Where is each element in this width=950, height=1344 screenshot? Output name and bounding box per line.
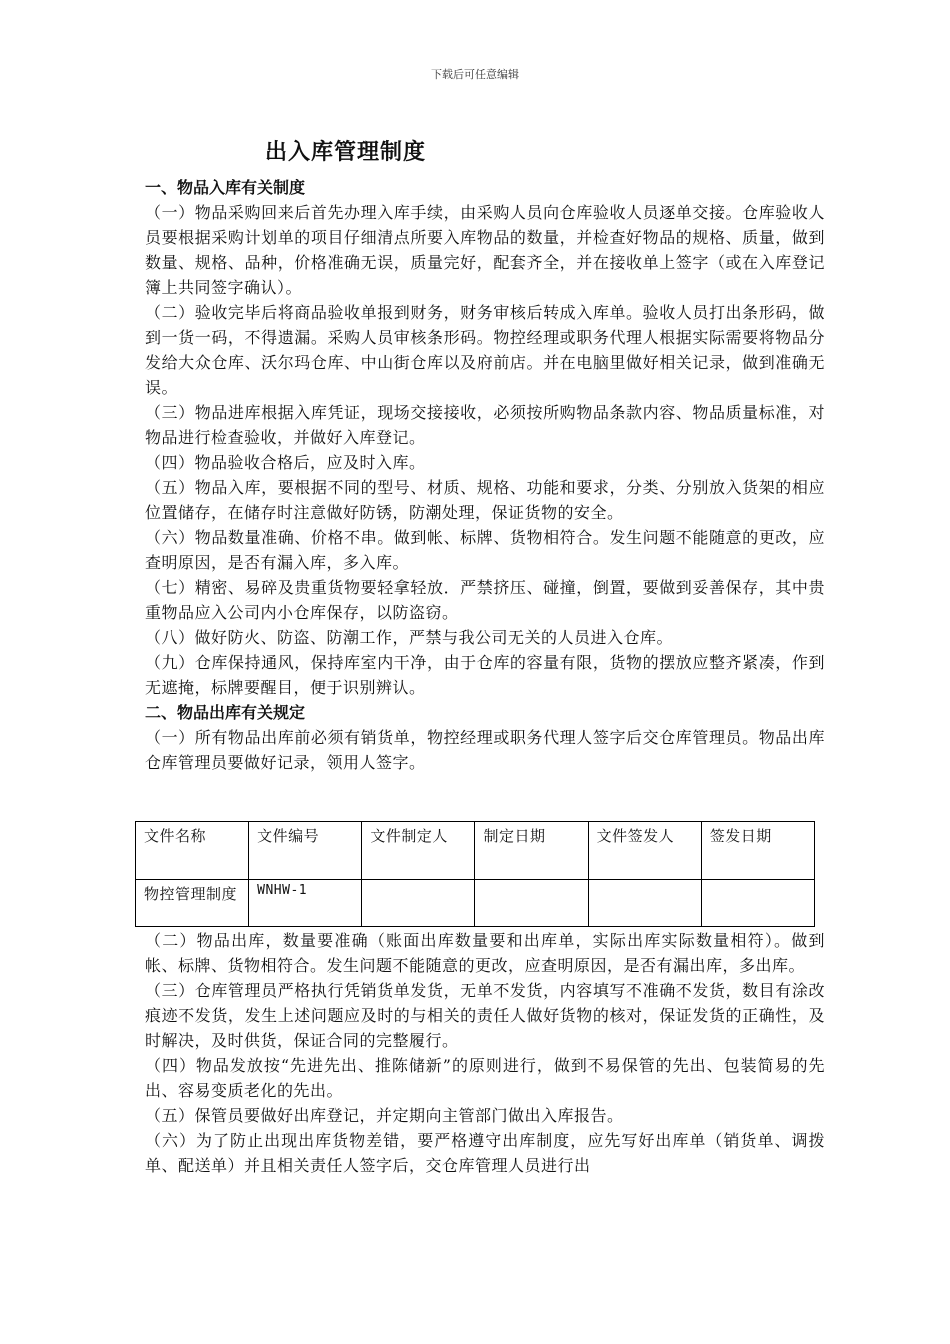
paragraph: （九）仓库保持通风，保持库室内干净，由于仓库的容量有限，货物的摆放应整齐紧凑，作到无遮掩，标牌要醒目，便于识别辨认。 (145, 653, 825, 697)
table-cell (588, 880, 701, 927)
paragraph: （四）物品验收合格后，应及时入库。 (145, 453, 426, 472)
paragraph: （二）物品出库，数量要准确（账面出库数量要和出库单，实际出库实际数量相符）。做到帐、标牌、货物相符合。发生问题不能随意的更改，应查明原因，是否有漏出库，多出库。 (145, 931, 825, 975)
header-note: 下载后可任意编辑 (431, 68, 519, 81)
table-cell: 物控管理制度 (136, 880, 249, 927)
document-title: 出入库管理制度 (265, 140, 427, 165)
section-inbound (145, 175, 825, 775)
paragraph: （三）物品进库根据入库凭证，现场交接接收，必须按所购物品条款内容、物品质量标准，对物品进行检查验收，并做好入库登记。 (145, 403, 825, 447)
paragraph: （二）验收完毕后将商品验收单报到财务，财务审核后转成入库单。验收人员打出条形码，做到一货一码，不得遗漏。采购人员审核条形码。物控经理或职务代理人根据实际需要将物品分发给大众仓库、沃尔玛仓库、中山街仓库以及府前店。并在电脑里做好相关记录，做到准确无误。 (145, 303, 825, 397)
paragraph: （七）精密、易碎及贵重货物要轻拿轻放．严禁挤压、碰撞，倒置，要做到妥善保存，其中贵重物品应入公司内小仓库保存，以防盗窃。 (145, 578, 825, 622)
table-cell (362, 880, 475, 927)
table-cell: WNHW-1 (249, 880, 362, 927)
paragraph: （四）物品发放按“先进先出、推陈储新”的原则进行，做到不易保管的先出、包装简易的先出、容易变质老化的先出。 (145, 1056, 825, 1100)
paragraph: （一）所有物品出库前必须有销货单，物控经理或职务代理人签字后交仓库管理员。物品出库仓库管理员要做好记录，领用人签字。 (145, 728, 825, 772)
table-header-cell: 签发日期 (701, 822, 814, 880)
table-header-cell: 文件名称 (136, 822, 249, 880)
document-info-table (135, 821, 815, 927)
table-header-cell: 文件编号 (249, 822, 362, 880)
paragraph: （六）为了防止出现出库货物差错，要严格遵守出库制度，应先写好出库单（销货单、调拨单、配送单）并且相关责任人签字后，交仓库管理人员进行出 (145, 1131, 825, 1175)
table-row (136, 880, 815, 927)
section-heading-outbound: 二、物品出库有关规定 (145, 703, 306, 722)
table-header-cell: 文件制定人 (362, 822, 475, 880)
paragraph: （三）仓库管理员严格执行凭销货单发货，无单不发货，内容填写不准确不发货，数目有涂改痕迹不发货，发生上述问题应及时的与相关的责任人做好货物的核对，保证发货的正确性，及时解决，及时供货，保证合同的完整履行。 (145, 981, 825, 1050)
section-outbound-continued (145, 928, 825, 1178)
paragraph: （八）做好防火、防盗、防潮工作，严禁与我公司无关的人员进入仓库。 (145, 628, 674, 647)
paragraph: （五）保管员要做好出库登记，并定期向主管部门做出入库报告。 (145, 1106, 624, 1125)
paragraph: （一）物品采购回来后首先办理入库手续，由采购人员向仓库验收人员逐单交接。仓库验收人员要根据采购计划单的项目仔细清点所要入库物品的数量，并检查好物品的规格、质量，做到数量、规格、品种，价格准确无误，质量完好，配套齐全，并在接收单上签字（或在入库登记簿上共同签字确认）。 (145, 203, 825, 297)
paragraph: （六）物品数量准确、价格不串。做到帐、标牌、货物相符合。发生问题不能随意的更改，应查明原因，是否有漏入库，多入库。 (145, 528, 825, 572)
table-header-cell: 文件签发人 (588, 822, 701, 880)
section-heading-inbound: 一、物品入库有关制度 (145, 178, 306, 197)
table-cell (475, 880, 588, 927)
table-header-row (136, 822, 815, 880)
table-cell (701, 880, 814, 927)
paragraph: （五）物品入库，要根据不同的型号、材质、规格、功能和要求，分类、分别放入货架的相应位置储存，在储存时注意做好防锈，防潮处理，保证货物的安全。 (145, 478, 825, 522)
table-header-cell: 制定日期 (475, 822, 588, 880)
